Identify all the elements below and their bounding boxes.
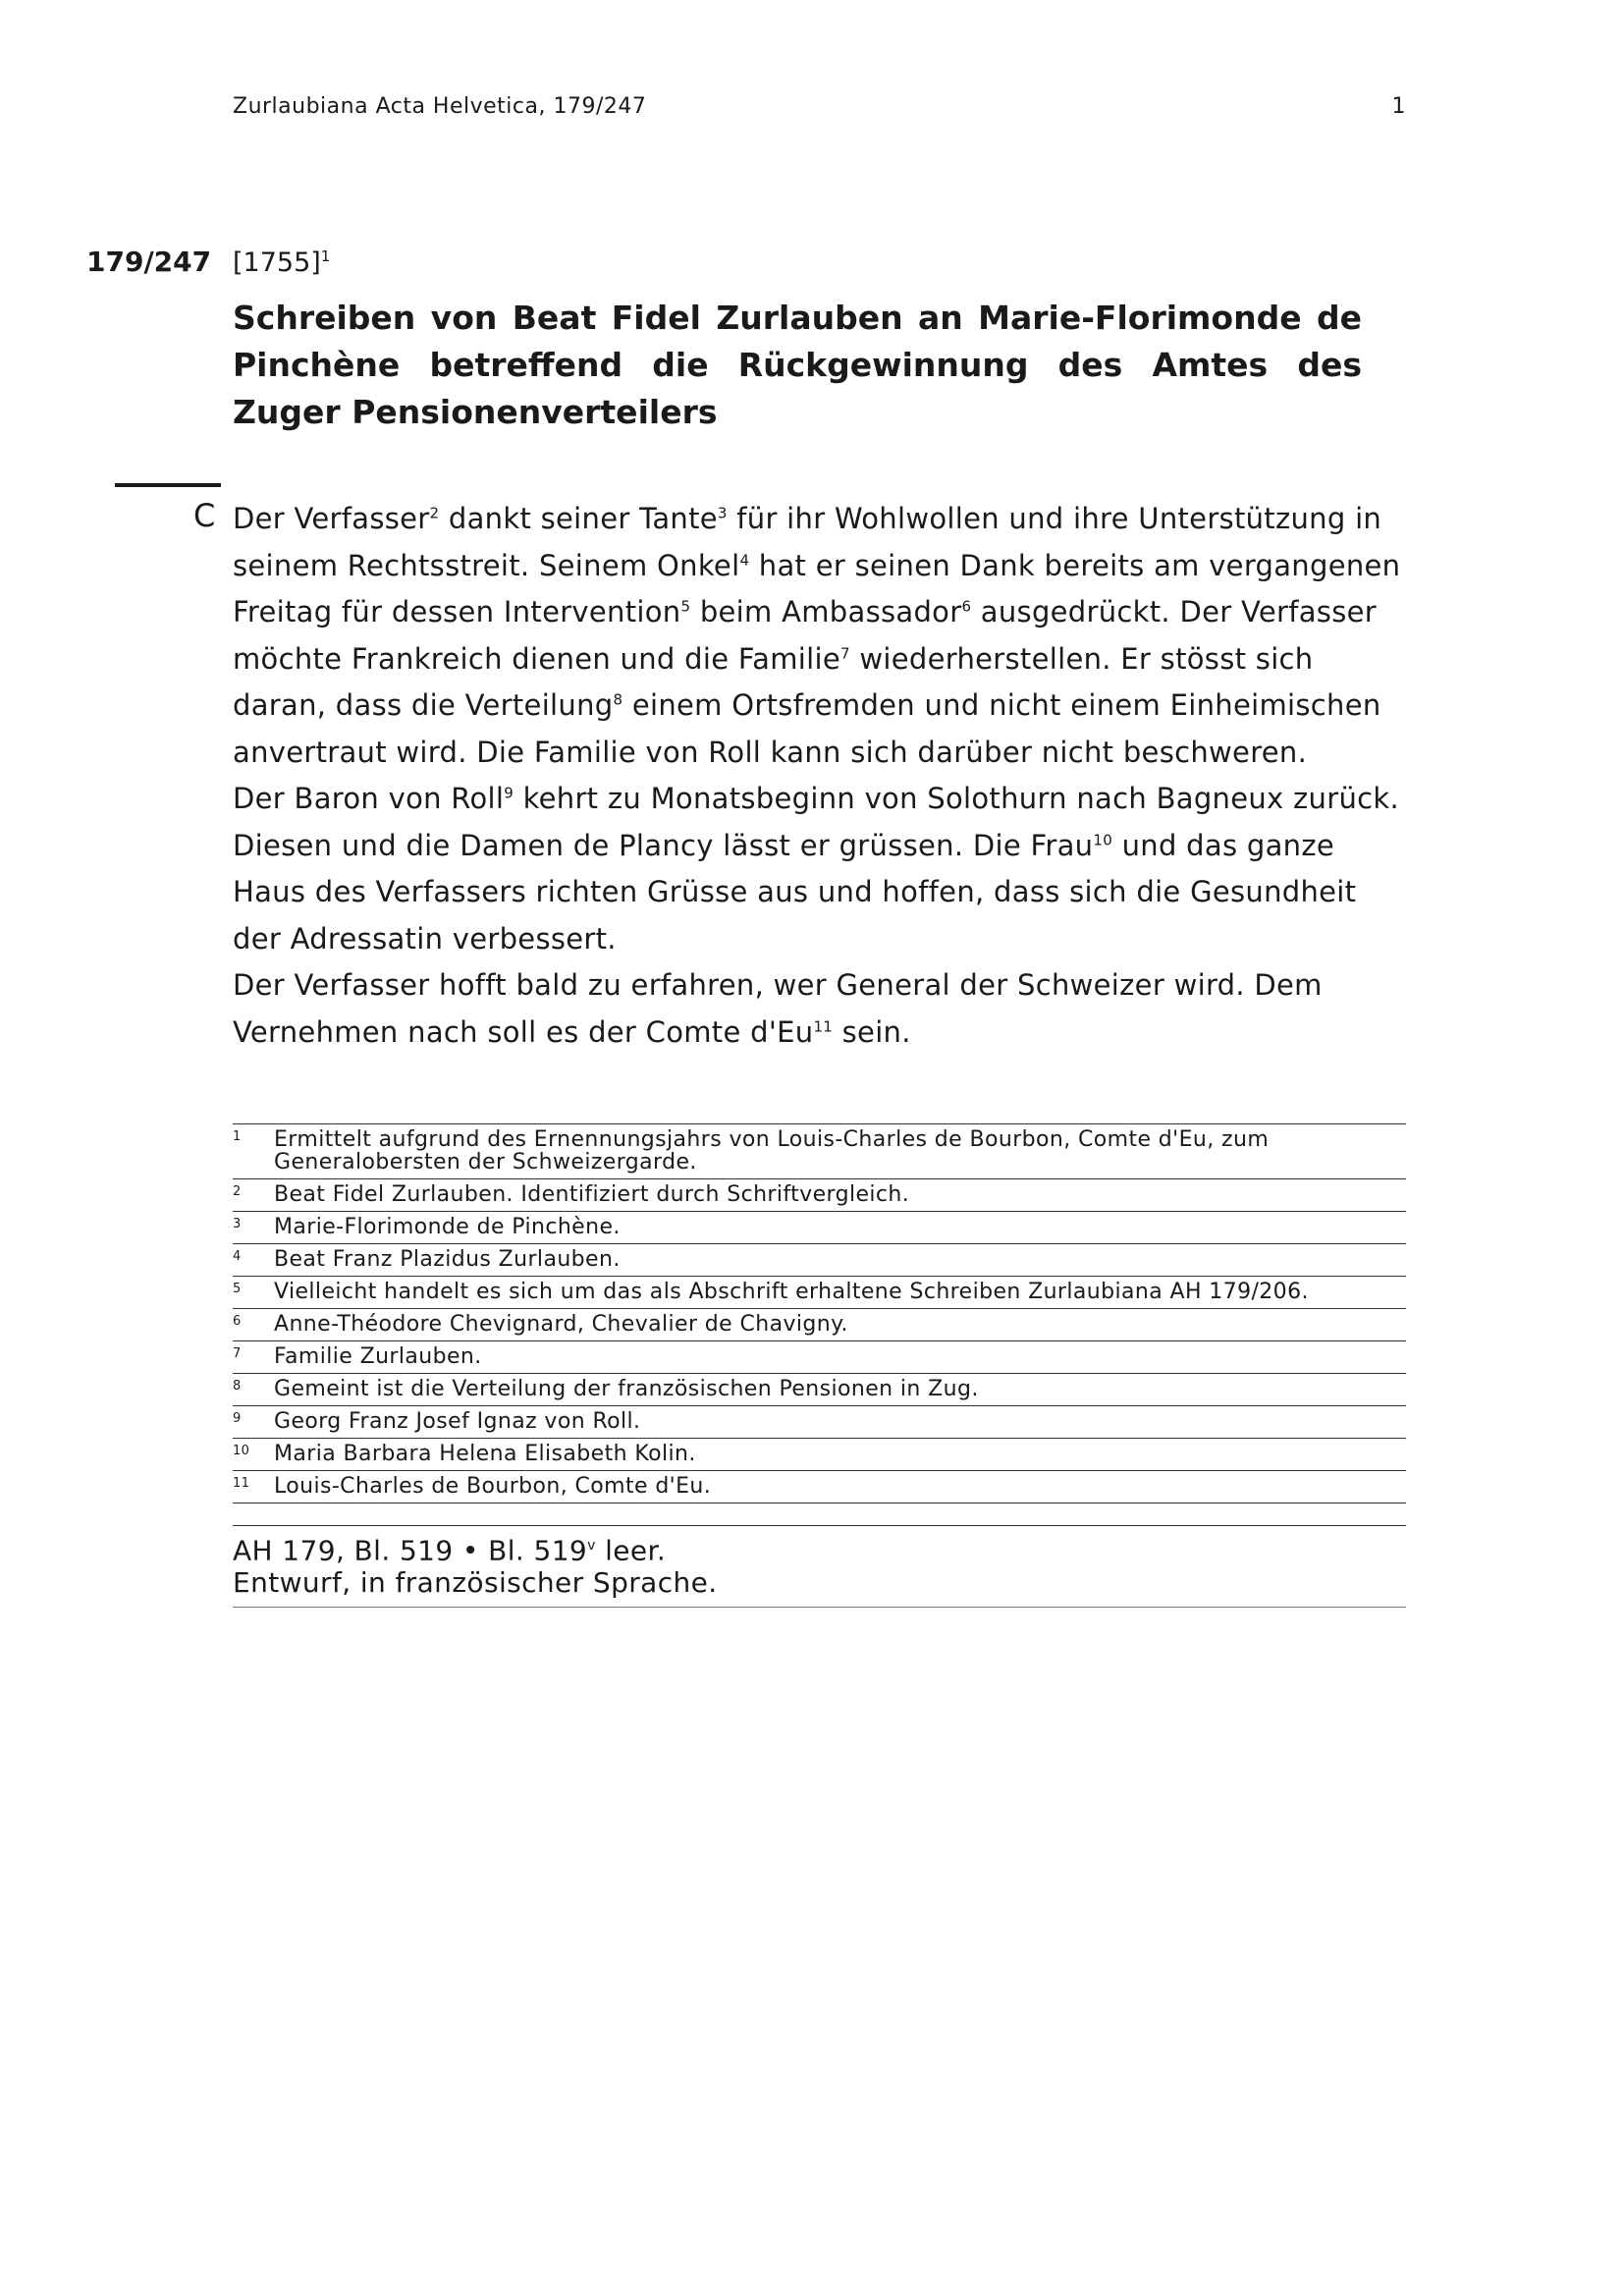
document-title: Schreiben von Beat Fidel Zurlauben an Marie-Florimonde de Pinchène betreffend die Rückgewinnung des Amtes des Zuger Pensionenverteilers [233,299,1362,431]
footnote-text: Beat Franz Plazidus Zurlauben. [274,1247,621,1272]
footnote-text: Louis-Charles de Bourbon, Comte d'Eu. [274,1474,712,1499]
footnote-text: Familie Zurlauben. [274,1344,482,1369]
document-date [233,247,330,278]
page-number: 1 [1391,94,1406,119]
footnote-item [233,1374,1406,1406]
summary-run: wiederherstellen. Er stösst sich daran, dass die Verteilung [233,641,1314,722]
summary-run: Der Baron von Roll [233,782,505,815]
footnote-ref-2[interactable]: 2 [429,504,440,522]
footnote-ref-5[interactable]: 5 [680,597,691,616]
footnote-number: 6 [233,1314,242,1329]
footnote-text: Ermittelt aufgrund des Ernennungsjahrs von Louis-Charles de Bourbon, Comte d'Eu, zum Generalobersten der Schweizergarde. [274,1127,1270,1175]
footnote-item [233,1439,1406,1471]
footnote-item [233,1277,1406,1309]
date-footnote-ref[interactable]: 1 [320,247,331,265]
source-note [233,1525,1406,1608]
document-id: 179/247 [86,246,212,278]
summary-run: Der Verfasser [233,502,430,535]
footnotes [233,1123,1406,1608]
summary-run: Der Verfasser hofft bald zu erfahren, wer General der Schweizer wird. Dem Vernehmen nach soll es der Comte d'Eu [233,968,1323,1049]
footnote-item [233,1341,1406,1374]
footnote-item [233,1124,1406,1179]
footnote-number: 1 [233,1129,242,1144]
footnote-number: 4 [233,1249,242,1264]
footnote-text: Gemeint ist die Verteilung der französischen Pensionen in Zug. [274,1377,979,1401]
summary-run: dankt seiner Tante [439,502,718,535]
footnote-number: 10 [233,1444,250,1458]
summary-run: ausgedrückt. Der Verfasser möchte Frankreich dienen und die Familie [233,595,1377,676]
footnote-ref-3[interactable]: 3 [717,504,728,522]
footnote-item [233,1406,1406,1439]
summary-run: kehrt zu Monatsbeginn von Solothurn nach Bagneux zurück. Diesen und die Damen de Plancy lässt er grüssen. Die Frau [233,782,1399,862]
footnote-item [233,1212,1406,1244]
footnote-text: Beat Fidel Zurlauben. Identifiziert durch Schriftvergleich. [274,1182,910,1207]
footnote-item [233,1309,1406,1341]
source-line-2: Entwurf, in französischer Sprache. [233,1566,718,1600]
footnote-ref-8[interactable]: 8 [613,690,623,709]
footnote-ref-9[interactable]: 9 [504,784,514,802]
footnote-text: Anne-Théodore Chevignard, Chevalier de Chavigny. [274,1312,848,1337]
running-title: Zurlaubiana Acta Helvetica, 179/247 [233,94,647,119]
source-reference: AH 179, Bl. 519 • Bl. 519 [233,1534,588,1567]
footnote-item [233,1244,1406,1277]
footnote-number: 2 [233,1184,242,1199]
footnote-ref-7[interactable]: 7 [840,643,850,662]
footnote-text: Maria Barbara Helena Elisabeth Kolin. [274,1442,696,1466]
summary-run: hat er seinen Dank bereits am vergangenen Freitag für dessen Intervention [233,548,1401,629]
footnote-number: 11 [233,1476,250,1491]
source-line-1 [233,1530,1406,1566]
footnote-ref-10[interactable]: 10 [1093,830,1113,848]
footnote-ref-4[interactable]: 4 [739,550,750,569]
date-text: [1755] [233,247,321,278]
footnote-number: 7 [233,1346,242,1361]
footnote-ref-11[interactable]: 11 [813,1016,834,1035]
summary-paragraph-1 [233,496,1411,776]
footnote-item [233,1179,1406,1212]
footnote-text: Marie-Florimonde de Pinchène. [274,1215,621,1239]
footnote-item [233,1471,1406,1503]
source-reference-end: leer. [595,1534,667,1567]
summary-run: für ihr Wohlwollen und ihre Unterstützung in seinem Rechtsstreit. Seinem Onkel [233,502,1382,582]
summary-text [233,496,1411,1056]
verso-mark: v [587,1538,596,1554]
summary-paragraph-2 [233,776,1411,962]
footnote-ref-6[interactable]: 6 [961,597,972,616]
summary-run: sein. [833,1014,911,1049]
summary-run: beim Ambassador [690,595,962,629]
footnote-number: 8 [233,1379,242,1394]
margin-letter: C [193,497,216,534]
summary-run: und das ganze Haus des Verfassers richten Grüsse aus und hoffen, dass sich die Gesundheit der Adressatin verbessert. [233,828,1357,956]
summary-run: einem Ortsfremden und nicht einem Einheimischen anvertraut wird. Die Familie von Roll kann sich darüber nicht beschweren. [233,688,1381,769]
footnote-text: Vielleicht handelt es sich um das als Abschrift erhaltene Schreiben Zurlaubiana AH 179/206. [274,1280,1309,1304]
footnote-number: 9 [233,1411,242,1426]
margin-rule [115,483,221,487]
footnote-number: 3 [233,1217,242,1231]
summary-paragraph-3 [233,962,1411,1056]
footnote-number: 5 [233,1282,242,1296]
footnote-text: Georg Franz Josef Ignaz von Roll. [274,1409,641,1434]
running-head [233,94,1406,119]
